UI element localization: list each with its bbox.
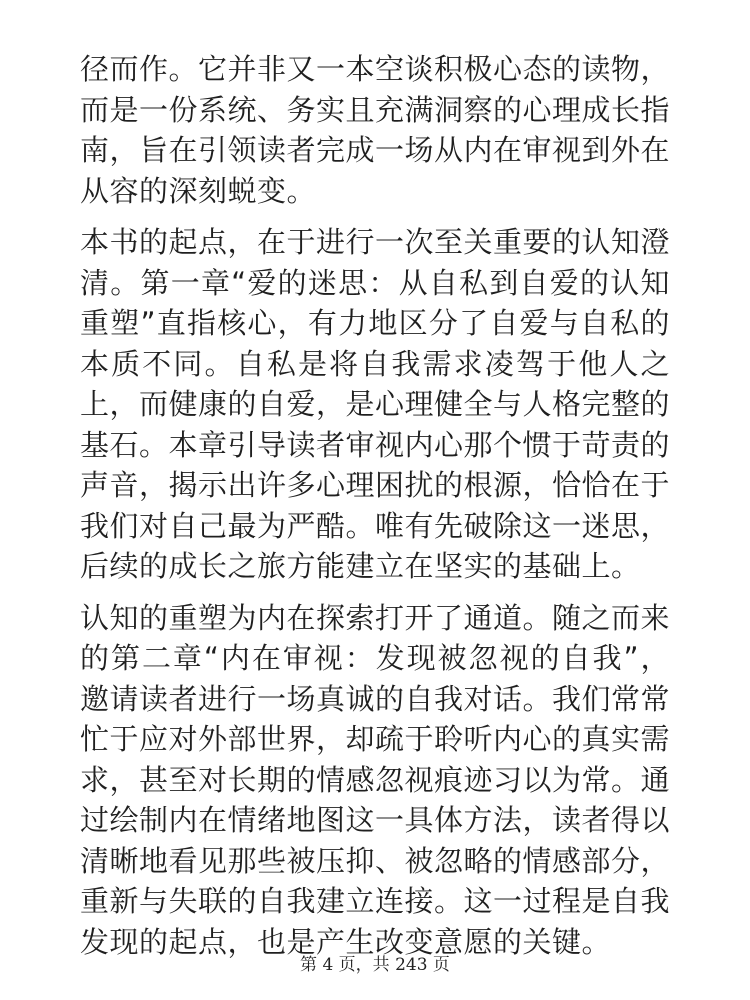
paragraph-1: 径而作。它并非又一本空谈积极心态的读物，而是一份系统、务实且充满洞察的心理成长指南，旨在引领读者完成一场从内在审视到外在从容的深刻蜕变。	[80, 52, 671, 208]
paragraph-2: 本书的起点，在于进行一次至关重要的认知澄清。第一章“爱的迷思：从自私到自爱的认知重塑”直指核心，有力地区分了自爱与自私的本质不同。自私是将自我需求凌驾于他人之上，而健康的自爱，是心理健全与人格完整的基石。本章引导读者审视内心那个惯于苛责的声音，揭示出许多心理困扰的根源，恰恰在于我们对自己最为严酷。唯有先破除这一迷思，后续的成长之旅方能建立在坚实的基础上。	[80, 225, 671, 583]
body-text	[80, 49, 670, 973]
paragraph-3: 认知的重塑为内在探索打开了通道。随之而来的第二章“内在审视：发现被忽视的自我”，邀请读者进行一场真诚的自我对话。我们常常忙于应对外部世界，却疏于聆听内心的真实需求，甚至对长期的情感忽视痕迹习以为常。通过绘制内在情绪地图这一具体方法，读者得以清晰地看见那些被压抑、被忽略的情感部分，重新与失联的自我建立连接。这一过程是自我发现的起点，也是产生改变意愿的关键。	[80, 600, 671, 959]
page-footer: 第 4 页，共 243 页	[300, 955, 450, 975]
